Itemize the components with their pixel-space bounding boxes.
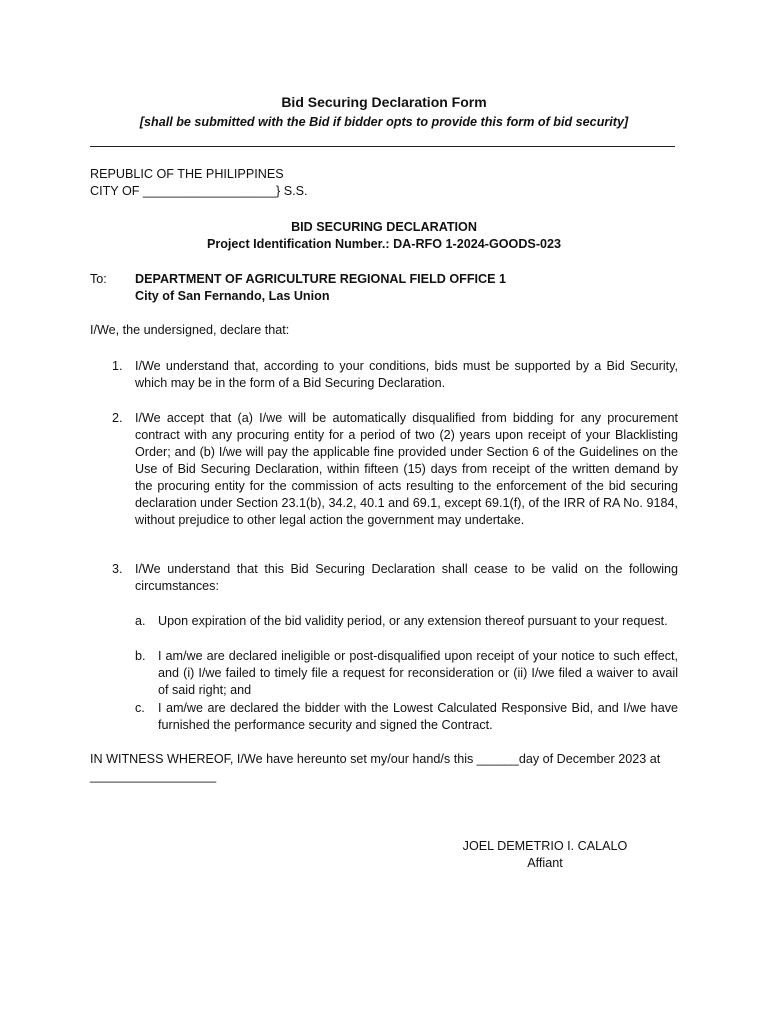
jurisdiction-country: REPUBLIC OF THE PHILIPPINES bbox=[90, 167, 284, 181]
sub-list-letter: a. bbox=[135, 614, 146, 628]
list-item-number: 1. bbox=[112, 359, 123, 373]
affiant-name: JOEL DEMETRIO I. CALALO bbox=[462, 839, 628, 853]
jurisdiction-city: CITY OF ___________________} S.S. bbox=[90, 184, 308, 198]
intro-text: I/We, the undersigned, declare that: bbox=[90, 323, 290, 337]
sub-list-text: I am/we are declared ineligible or post-disqualified upon receipt of your notice to such effect, and (i) I/we failed to timely file a request for reconsideration or (ii) I/we filed a waiver to avail of said right; and bbox=[158, 649, 678, 697]
witness-place-blank: __________________ bbox=[90, 769, 217, 783]
jurisdiction-block bbox=[90, 166, 678, 200]
list-item-number: 2. bbox=[112, 411, 123, 425]
form-title: Bid Securing Declaration Form bbox=[281, 94, 487, 110]
sub-list-letter: c. bbox=[135, 701, 145, 715]
witness-line: IN WITNESS WHEREOF, I/We have hereunto set my/our hand/s this ______day of December 2023 at bbox=[90, 752, 661, 766]
sub-list-text: I am/we are declared the bidder with the Lowest Calculated Responsive Bid, and I/we have furnished the performance security and signed the Contract. bbox=[158, 701, 678, 732]
declaration-heading-block bbox=[90, 219, 678, 253]
sub-list-letter: b. bbox=[135, 649, 146, 663]
sub-list-text: Upon expiration of the bid validity period, or any extension thereof pursuant to your request. bbox=[158, 614, 668, 628]
declaration-heading: BID SECURING DECLARATION bbox=[291, 220, 477, 234]
affiant-title: Affiant bbox=[527, 856, 563, 870]
list-item-text: I/We understand that, according to your conditions, bids must be supported by a Bid Security, which may be in the form of a Bid Securing Declaration. bbox=[135, 359, 678, 390]
list-item-number: 3. bbox=[112, 562, 123, 576]
project-id: Project Identification Number.: DA-RFO 1-2024-GOODS-023 bbox=[206, 237, 562, 251]
addressee-label: To: bbox=[90, 272, 107, 286]
witness-block bbox=[90, 751, 678, 785]
list-item-text: I/We accept that (a) I/we will be automatically disqualified from bidding for any procurement contract with any procuring entity for a period of two (2) years upon receipt of your Blacklisting Order; and (b) I/we will pay the applicable fine provided under Section 6 of the Guidelines on the Use of Bid Securing Declaration, within fifteen (15) days from receipt of the written demand by the procuring entity for the commission of acts resulting to the enforcement of the bid securing declaration under Section 23.1(b), 34.2, 40.1 and 69.1, except 69.1(f), of the IRR of RA No. 9184, without prejudice to other legal action the government may undertake. bbox=[135, 411, 678, 527]
signature-block bbox=[420, 838, 670, 872]
header-rule bbox=[90, 146, 675, 147]
addressee-city: City of San Fernando, Las Union bbox=[135, 289, 330, 303]
addressee-name: DEPARTMENT OF AGRICULTURE REGIONAL FIELD OFFICE 1 bbox=[135, 272, 507, 286]
form-subtitle: [shall be submitted with the Bid if bidder opts to provide this form of bid security] bbox=[139, 115, 629, 129]
list-item-text: I/We understand that this Bid Securing Declaration shall cease to be valid on the following circumstances: bbox=[135, 562, 678, 593]
